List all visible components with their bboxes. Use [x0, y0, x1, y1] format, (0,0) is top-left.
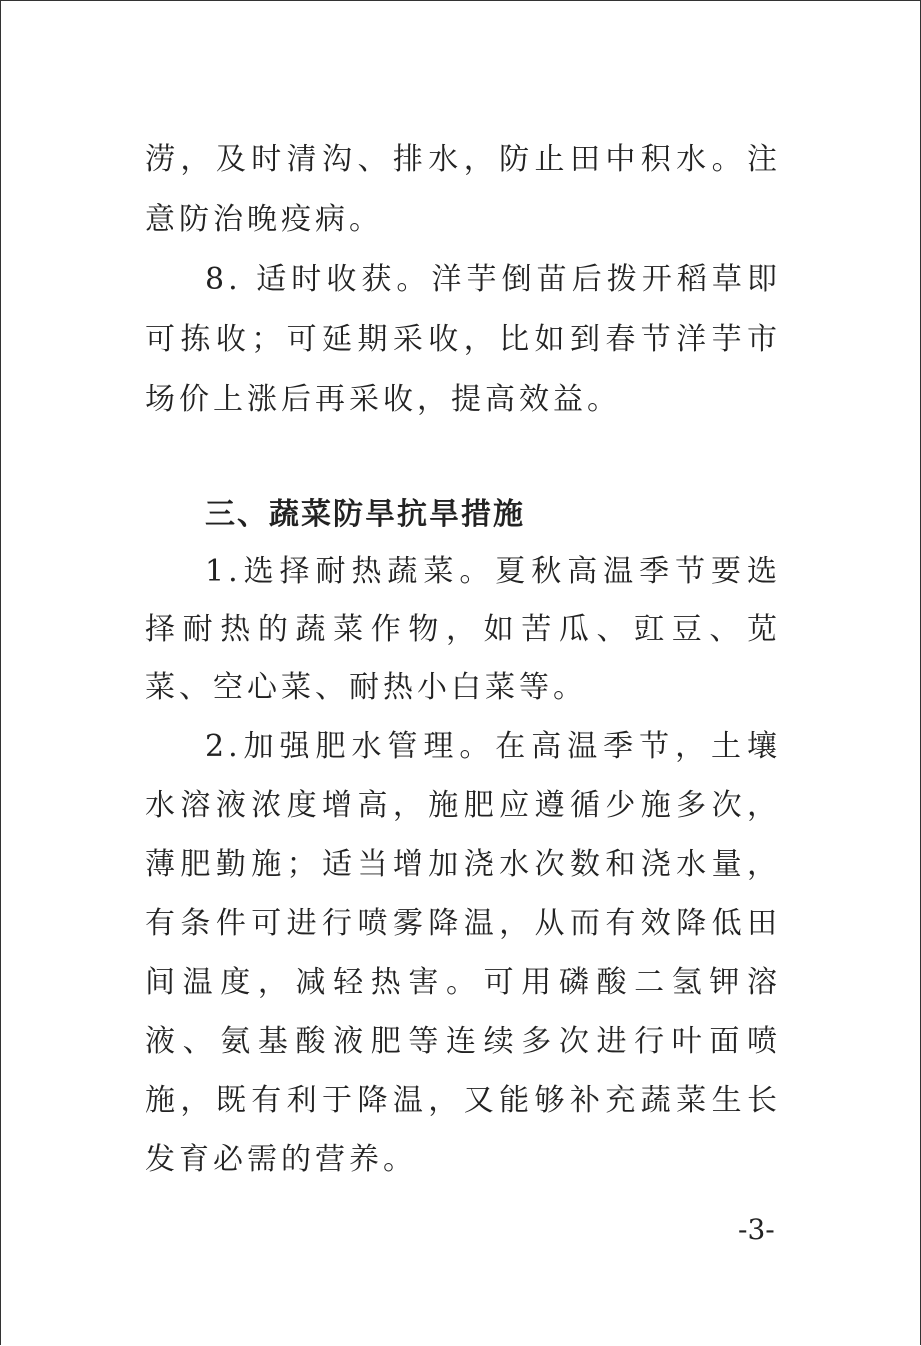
body-text-line: 意防治晚疫病。: [145, 202, 383, 237]
body-text-line: 薄肥勤施；适当增加浇水次数和浇水量，: [145, 847, 781, 882]
body-text-line: 发育必需的营养。: [145, 1142, 417, 1177]
body-text-line: 间温度，减轻热害。可用磷酸二氢钾溶: [145, 965, 781, 1000]
body-text-line: 液、氨基酸液肥等连续多次进行叶面喷: [145, 1024, 781, 1059]
page-number: -3-: [738, 1213, 775, 1246]
section-heading: 三、蔬菜防旱抗旱措施: [205, 497, 525, 532]
body-text-line: 择耐热的蔬菜作物，如苦瓜、豇豆、苋: [145, 612, 781, 647]
body-text-line: 水溶液浓度增高，施肥应遵循少施多次，: [145, 788, 781, 823]
body-text-line: 施，既有利于降温，又能够补充蔬菜生长: [145, 1083, 781, 1118]
body-text-line: 2.加强肥水管理。在高温季节，土壤: [205, 729, 781, 764]
body-text-line: 涝，及时清沟、排水，防止田中积水。注: [145, 142, 781, 177]
body-text-line: 8. 适时收获。洋芋倒苗后拨开稻草即: [205, 262, 781, 297]
body-text-line: 有条件可进行喷雾降温，从而有效降低田: [145, 906, 781, 941]
body-text-line: 场价上涨后再采收，提高效益。: [145, 382, 621, 417]
body-text-line: 1.选择耐热蔬菜。夏秋高温季节要选: [205, 554, 781, 589]
body-text-line: 菜、空心菜、耐热小白菜等。: [145, 670, 587, 705]
body-text-line: 可拣收；可延期采收，比如到春节洋芋市: [145, 322, 781, 357]
